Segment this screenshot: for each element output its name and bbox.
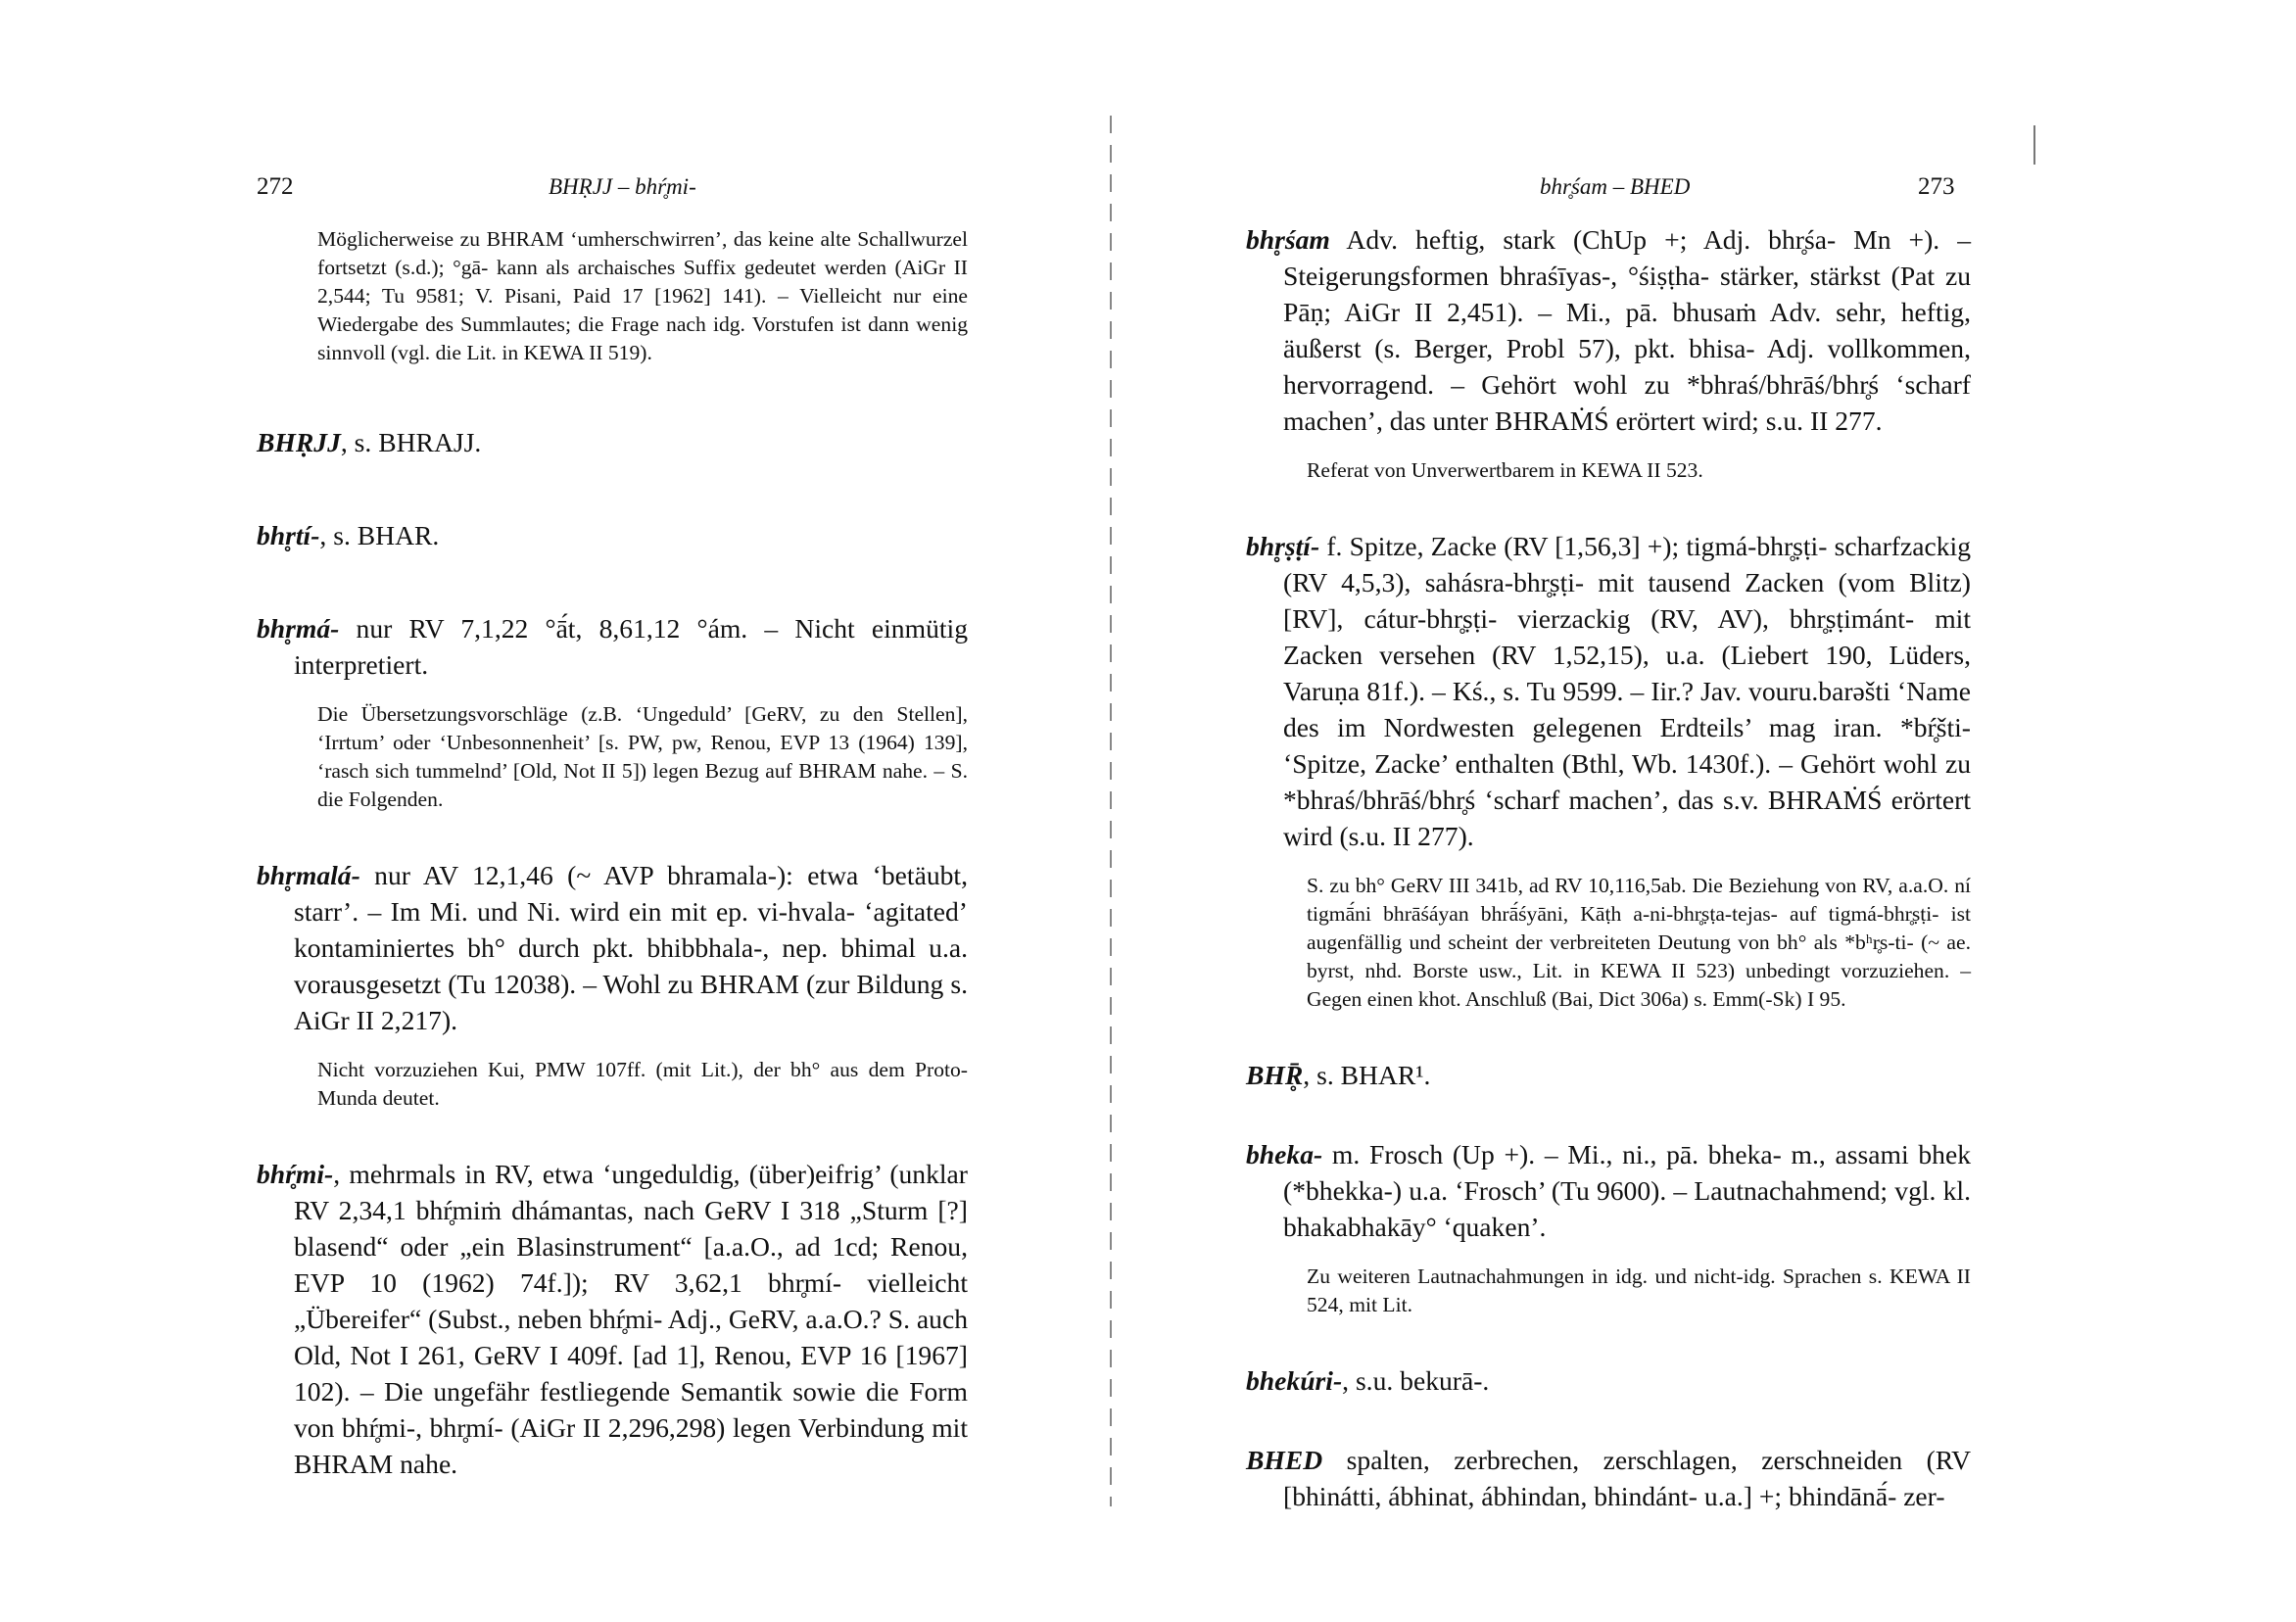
entry-text: nur RV 7,1,22 °ā́t, 8,61,12 °ám. – Nicht einmütig interpretiert. <box>294 613 968 680</box>
headword: bheka- <box>1246 1139 1323 1169</box>
headword: BHṚJJ <box>257 427 341 457</box>
dictionary-entry <box>257 1156 968 1482</box>
dictionary-entry <box>257 857 968 1038</box>
entry-text: , s. BHAR¹. <box>1303 1060 1431 1090</box>
headword: bhr̥śam <box>1246 224 1330 255</box>
dictionary-entry <box>1246 1362 1971 1399</box>
right-column <box>1246 221 1971 1514</box>
dictionary-entry <box>1246 528 1971 854</box>
entry-text: , mehrmals in RV, etwa ‘ungeduldig, (über)eifrig’ (unklar RV 2,34,1 bhŕ̥miṁ dhámantas, nach GeRV I 318 „Sturm [?] blasend“ oder „ein Blasinstrument“ [a.a.O., ad 1cd; Renou, EVP 10 (1962) 74f.]); RV 3,62,1 bhr̥mí- vielleicht „Übereifer“ (Subst., neben bhŕ̥mi- Adj., GeRV, a.a.O.? S. auch Old, Not I 261, GeRV I 409f. [ad 1], Renou, EVP 16 [1967] 102). – Die ungefähr festliegende Semantik sowie die Form von bhŕ̥mi-, bhr̥mí- (AiGr II 2,296,298) legen Verbindung mit BHRAM nahe. <box>294 1159 968 1479</box>
dictionary-entry <box>257 424 968 460</box>
headword: BHR̥̄ <box>1246 1060 1304 1090</box>
note-paragraph: Nicht vorzuziehen Kui, PMW 107ff. (mit Lit.), der bh° aus dem Proto-Munda deutet. <box>317 1058 968 1110</box>
entry-text: , s. BHAR. <box>319 520 440 550</box>
page-number: 272 <box>257 173 294 200</box>
entry-text: nur AV 12,1,46 (~ AVP bhramala-): etwa ‘betäubt, starr’. – Im Mi. und Ni. wird ein mit ep. vi-hvala- ‘agitated’ kontaminiertes bh° durch pkt. bhibbhala-, nep. bhimal u.a. vorausgesetzt (Tu 12038). – Wohl zu BHRAM (zur Bildung s. AiGr II 2,217). <box>294 860 968 1035</box>
note-paragraph: Referat von Unverwertbarem in KEWA II 523. <box>1307 458 1703 482</box>
running-head: bhr̥śam – BHED <box>1540 174 1691 199</box>
dictionary-entry <box>1246 1057 1971 1093</box>
dictionary-entry <box>257 610 968 683</box>
headword: bhŕ̥mi- <box>257 1159 334 1189</box>
dictionary-entry <box>1246 221 1971 439</box>
note-paragraph: Möglicherweise zu BHRAM ‘umherschwirren’, das keine alte Schallwurzel fortsetzt (s.d.); °gā- kann als archaisches Suffix gedeutet werden (AiGr II 2,544; Tu 9581; V. Pisani, Paid 17 [1962] 141). – Vielleicht nur eine Wiedergabe des Summlautes; die Frage nach idg. Vorstufen ist dann wenig sinnvoll (vgl. die Lit. in KEWA II 519). <box>317 227 968 364</box>
headword: BHED <box>1246 1445 1323 1475</box>
headword: bhr̥tí- <box>257 520 320 550</box>
note-paragraph: Die Übersetzungsvorschläge (z.B. ‘Ungeduld’ [GeRV, zu den Stellen], ‘Irrtum’ oder ‘Unbesonnenheit’ [s. PW, pw, Renou, EVP 13 (1964) 139], ‘rasch sich tummelnd’ [Old, Not II 5]) legen Bezug auf BHRAM nahe. – S. die Folgenden. <box>317 702 968 811</box>
entry-text: Adv. heftig, stark (ChUp +; Adj. bhr̥śa- Mn +). – Steigerungsformen bhraśīyas-, °śiṣṭha- stärker, stärkst (Pat zu Pāṇ; AiGr II 2,451). – Mi., pā. bhusaṁ Adv. sehr, heftig, äußerst (s. Berger, Probl 57), pkt. bhisa- Adj. vollkommen, hervorragend. – Gehört wohl zu *bhraś/bhrāś/bhr̥ś ‘scharf machen’, das unter BHRAṀŚ erörtert wird; s.u. II 277. <box>1283 224 1971 436</box>
entry-text: f. Spitze, Zacke (RV [1,56,3] +); tigmá-bhr̥ṣṭi- scharfzackig (RV 4,5,3), sahásra-bhr̥ṣṭi- mit tausend Zacken (vom Blitz) [RV], cátur-bhr̥ṣṭi- vierzackig (RV, AV), bhr̥ṣṭimánt- mit Zacken versehen (RV 1,52,15), u.a. (Liebert 190, Lüders, Varuṇa 81f.). – Kś., s. Tu 9599. – Iir.? Jav. vouru.barəšti ‘Name des im Nordwesten gelegenen Erdteils’ mag iran. *bŕ̥šti- ‘Spitze, Zacke’ enthalten (Bthl, Wb. 1430f.). – Gehört wohl zu *bhraś/bhrāś/bhr̥ś ‘scharf machen’, das s.v. BHRAṀŚ erörtert wird (s.u. II 277). <box>1283 531 1971 851</box>
headword: bhr̥má- <box>257 613 340 644</box>
page-number: 273 <box>1918 173 1955 200</box>
dictionary-entry <box>257 517 968 553</box>
left-page <box>0 0 1107 1622</box>
right-page <box>1136 0 2296 1622</box>
entry-text: , s.u. bekurā-. <box>1342 1365 1490 1396</box>
left-column <box>257 225 968 1482</box>
dictionary-entry <box>1246 1136 1971 1245</box>
entry-text: m. Frosch (Up +). – Mi., ni., pā. bheka- m., assami bhek (*bhekka-) u.a. ‘Frosch’ (Tu 9600). – Lautnachahmend; vgl. kl. bhakabhakāy° ‘quaken’. <box>1283 1139 1971 1242</box>
entry-text: spalten, zerbrechen, zerschlagen, zerschneiden (RV [bhinátti, ábhinat, ábhindan, bhindánt- u.a.] +; bhindānā́- zer- <box>1283 1445 1971 1511</box>
headword: bhr̥ṣṭí- <box>1246 531 1320 561</box>
headword: bhr̥malá- <box>257 860 360 890</box>
headword: bhekúri- <box>1246 1365 1343 1396</box>
note-paragraph: S. zu bh° GeRV III 341b, ad RV 10,116,5ab. Die Beziehung von RV, a.a.O. ní tigmā́ni bhrāśáyan bhrā́śyāni, Kāṭh a-ni-bhr̥ṣṭa-tejas- auf tigmá-bhr̥ṣṭi- ist augenfällig und scheint der verbreiteten Deutung von bh° als *bʰr̥s-ti- (~ ae. byrst, nhd. Borste usw., Lit. in KEWA II 523) unbedingt vorzuziehen. – Gegen einen khot. Anschluß (Bai, Dict 306a) s. Emm(-Sk) I 95. <box>1307 874 1971 1011</box>
dictionary-entry <box>1246 1442 1971 1514</box>
page-gutter <box>1110 116 1112 1506</box>
entry-text: , s. BHRAJJ. <box>340 427 482 457</box>
note-paragraph: Zu weiteren Lautnachahmungen in idg. und nicht-idg. Sprachen s. KEWA II 524, mit Lit. <box>1307 1264 1971 1316</box>
running-head: BHṚJJ – bhŕ̥mi- <box>549 174 696 199</box>
